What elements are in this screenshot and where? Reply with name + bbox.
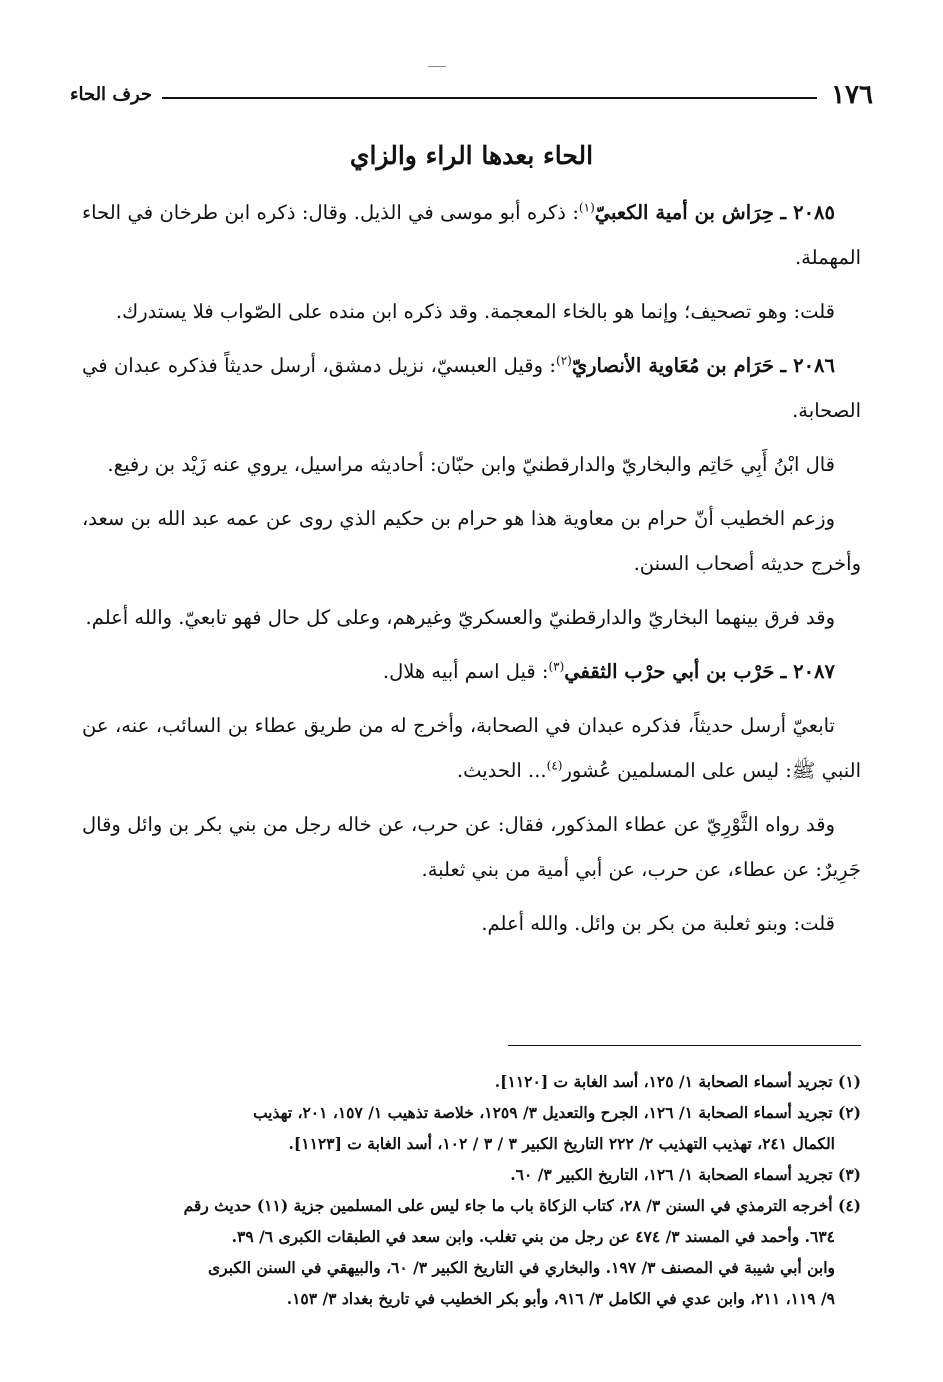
entry-number: ٢٠٨٧ ـ — [780, 660, 835, 683]
main-text — [82, 190, 861, 955]
paragraph: قال ابْنُ أَبِي حَاتِم والبخاريّ والدارقطنيّ وابن حبّان: أحاديثه مراسيل، يروي عنه زَيْد بن رفيع. — [107, 453, 835, 476]
top-mark — [428, 66, 446, 67]
footnote-ref: (٤) — [546, 758, 563, 773]
footnote-4-continued: ٦٣٤. وأحمد في المسند ٣/ ٤٧٤ عن رجل من بني تغلب. وابن سعد في الطبقات الكبرى ٦/ ٣٩. — [231, 1227, 835, 1246]
entry-text: : وقيل العبسيّ، نزيل دمشق، أرسل حديثاً فذكره عبدان في الصحابة. — [82, 354, 861, 422]
footnote-2: (٢) تجريد أسماء الصحابة ١/ ١٢٦، الجرح والتعديل ٣/ ١٢٥٩، خلاصة تذهيب ١/ ١٥٧، ٢٠١، تهذيب — [252, 1103, 861, 1122]
entry-name: حِرَاش بن أمية الكعبيّ — [594, 201, 774, 224]
running-head — [70, 78, 873, 112]
entry-text: : ذكره أبو موسى في الذيل. وقال: ذكره ابن طرخان في الحاء المهملة. — [82, 201, 861, 269]
entry-2087 — [82, 649, 861, 694]
paragraph: وزعم الخطيب أنّ حرام بن معاوية هذا هو حرام بن حكيم الذي روى عن عمه عبد الله بن سعد، وأخرج حديثه أصحاب السنن. — [82, 507, 861, 575]
paragraph: وقد رواه الثَّوْرِيّ عن عطاء المذكور، فقال: عن حرب، عن خاله رجل من بني بكر بن وائل وقال جَرِيرٌ: عن عطاء، عن حرب، عن أبي أمية من بني ثعلبة. — [82, 813, 861, 881]
header-rule — [162, 97, 817, 99]
entry-text: : قيل اسم أبيه هلال. — [382, 660, 549, 683]
footnote-4-continued: ٩/ ١١٩، ٢١١، وابن عدي في الكامل ٣/ ٩١٦، وأبو بكر الخطيب في تاريخ بغداد ٣/ ١٥٣. — [286, 1289, 835, 1308]
paragraph: وقد فرق بينهما البخاريّ والدارقطنيّ والعسكريّ وغيرهم، وعلى كل حال فهو تابعيّ. والله أعلم. — [85, 606, 835, 629]
entry-number: ٢٠٨٥ ـ — [780, 201, 835, 224]
page-number: ١٧٦ — [831, 80, 873, 110]
footnote-4: (٤) أخرجه الترمذي في السنن ٣/ ٢٨، كتاب الزكاة باب ما جاء ليس على المسلمين جزية (١١) حديث رقم — [183, 1196, 861, 1215]
footnote-ref: (٣) — [548, 659, 565, 674]
section-title: الحاء بعدها الراء والزاي — [349, 141, 594, 170]
paragraph-text: تابعيّ أرسل حديثاً، فذكره عبدان في الصحابة، وأخرج له من طريق عطاء بن السائب، عنه، عن النبي ﷺ: ليس على المسلمين عُشور — [82, 714, 861, 782]
footnote-4-continued: وابن أبي شيبة في المصنف ٣/ ١٩٧. والبخاري في التاريخ الكبير ٣/ ٦٠، والبيهقي في السنن الكبرى — [208, 1258, 835, 1277]
entry-name: حَرْب بن أبي حرْب الثقفي — [564, 660, 775, 683]
paragraph — [82, 703, 861, 793]
footnote-ref: (١) — [578, 200, 595, 215]
footnote-ref: (٢) — [556, 353, 572, 368]
footnote-rule — [508, 1045, 861, 1046]
footnote-3: (٣) تجريد أسماء الصحابة ١/ ١٢٦، التاريخ الكبير ٣/ ٦٠. — [510, 1165, 861, 1184]
footnote-2-continued: الكمال ٢٤١، تهذيب التهذيب ٢/ ٢٢٢ التاريخ الكبير ٣ / ٣ / ١٠٢، أسد الغابة ت [١١٢٣]. — [288, 1134, 835, 1153]
entry-2085 — [82, 190, 861, 280]
entry-name: حَرَام بن مُعَاوية الأنصاريّ — [571, 354, 774, 377]
footnote-1: (١) تجريد أسماء الصحابة ١/ ١٢٥، أسد الغابة ت [١١٢٠]. — [494, 1072, 861, 1091]
paragraph-text: ... الحديث. — [456, 759, 547, 782]
entry-number: ٢٠٨٦ ـ — [780, 354, 835, 377]
paragraph: قلت: وهو تصحيف؛ وإنما هو بالخاء المعجمة. وقد ذكره ابن منده على الصّواب فلا يستدرك. — [115, 300, 835, 323]
chapter-title: حرف الحاء — [70, 84, 153, 105]
entry-2086 — [82, 343, 861, 433]
footnotes — [82, 1066, 861, 1314]
paragraph: قلت: وبنو ثعلبة من بكر بن وائل. والله أعلم. — [481, 912, 835, 935]
